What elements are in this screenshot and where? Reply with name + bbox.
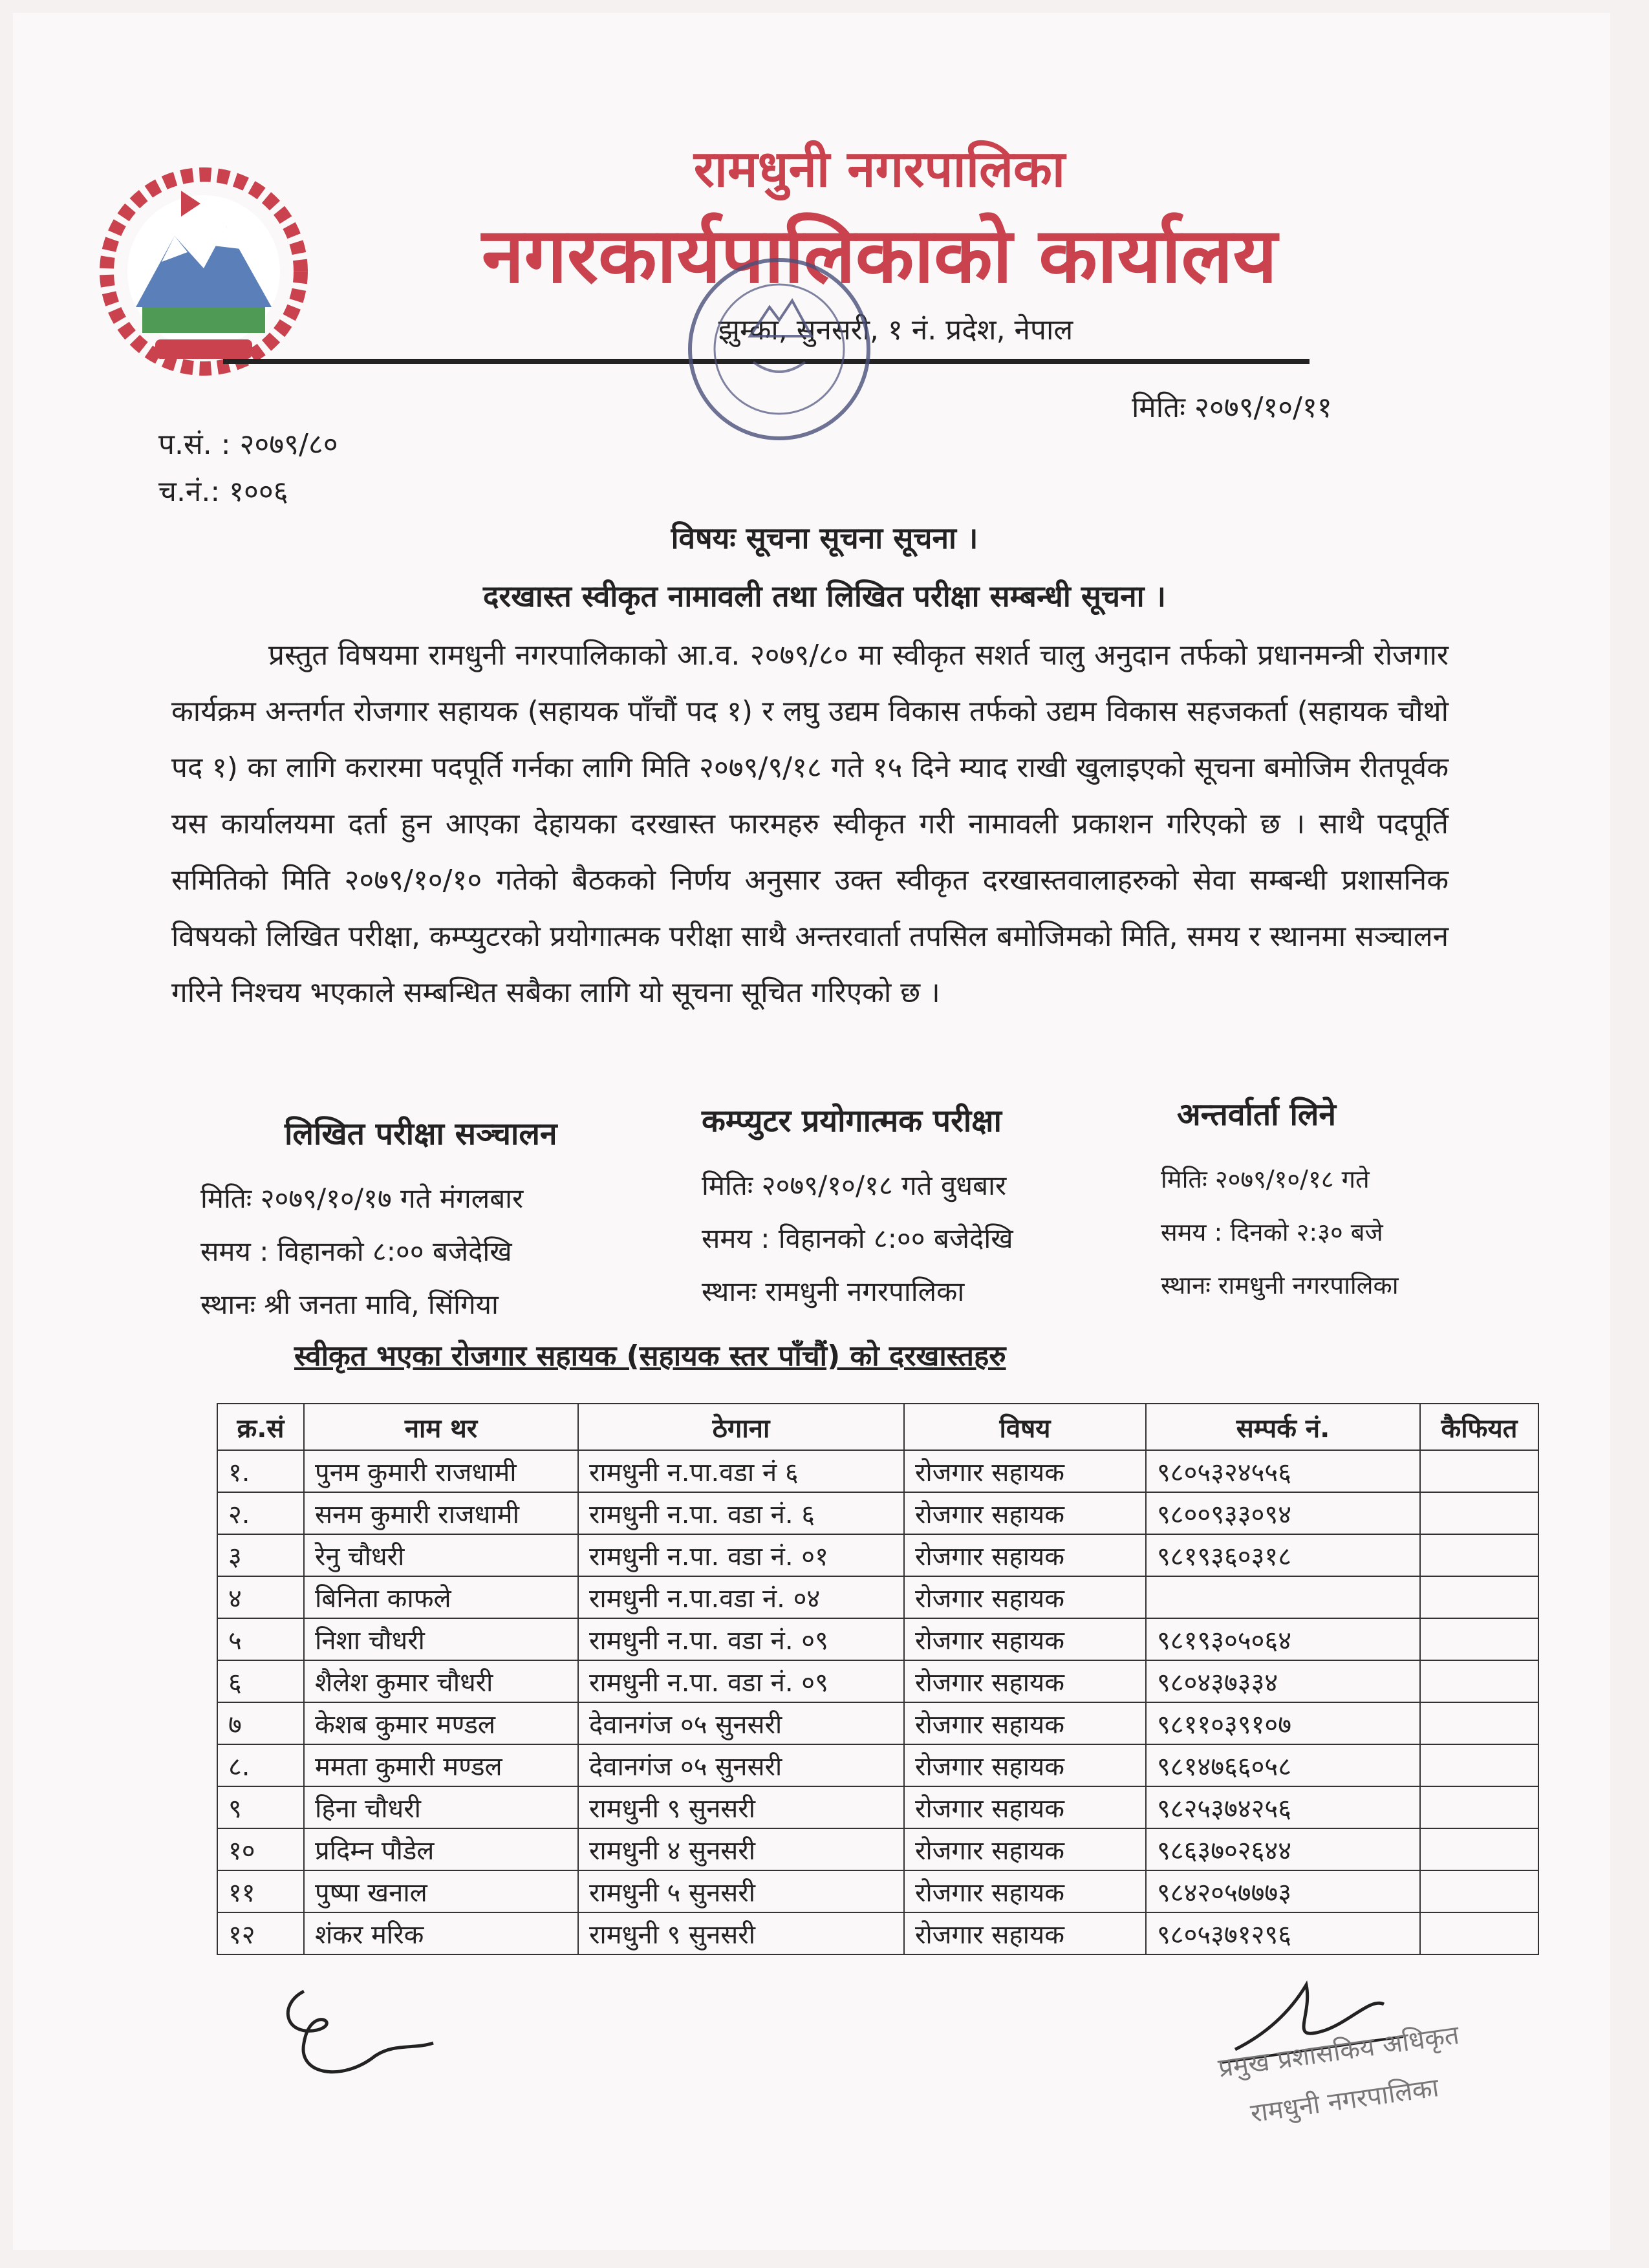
- reference-number: प.सं. : २०७९/८०: [158, 428, 338, 461]
- table-row: [217, 1870, 1538, 1912]
- cell-serial: १.: [217, 1450, 304, 1492]
- cell-name: ममता कुमारी मण्डल: [304, 1744, 578, 1786]
- cell-serial: १२: [217, 1912, 304, 1954]
- interview-place: स्थानः रामधुनी नगरपालिका: [1161, 1271, 1399, 1300]
- practical-exam-date: मितिः २०७९/१०/१८ गते वुधबार: [702, 1170, 1007, 1201]
- practical-exam-time: समय : विहानको ८:०० बजेदेखि: [702, 1223, 1013, 1254]
- written-exam-place: स्थानः श्री जनता मावि, सिंगिया: [200, 1289, 499, 1320]
- table-caption: स्वीकृत भएका रोजगार सहायक (सहायक स्तर पाँचौं) को दरखास्तहरु: [294, 1340, 1006, 1373]
- cell-remarks: [1420, 1870, 1538, 1912]
- cell-contact: ९८६३७०२६४४: [1146, 1828, 1420, 1870]
- interview-heading: अन्तर्वार्ता लिने: [1177, 1097, 1337, 1133]
- cell-contact: ९८०४३७३३४: [1146, 1660, 1420, 1702]
- cell-name: पुष्पा खनाल: [304, 1870, 578, 1912]
- table-body: [217, 1450, 1538, 1954]
- cell-subject: रोजगार सहायक: [904, 1450, 1146, 1492]
- cell-address: रामधुनी ५ सुनसरी: [578, 1870, 904, 1912]
- cell-address: रामधुनी ९ सुनसरी: [578, 1912, 904, 1954]
- table-header-row: [217, 1404, 1538, 1450]
- cell-serial: ३: [217, 1534, 304, 1576]
- signatory-title: प्रमुख प्रशासकिय अधिकृत: [1216, 2020, 1461, 2084]
- municipality-name: रामधुनी नगरपालिका: [693, 140, 1066, 198]
- cell-subject: रोजगार सहायक: [904, 1660, 1146, 1702]
- practical-exam-block: [702, 1099, 1128, 1318]
- cell-contact: ९८११०३९१०७: [1146, 1702, 1420, 1744]
- header-subject: विषय: [904, 1404, 1146, 1450]
- table-row: [217, 1576, 1538, 1618]
- cell-name: रेनु चौधरी: [304, 1534, 578, 1576]
- cell-contact: ९८०५३२४५५६: [1146, 1450, 1420, 1492]
- cell-serial: ४: [217, 1576, 304, 1618]
- cell-address: देवानगंज ०५ सुनसरी: [578, 1702, 904, 1744]
- cell-remarks: [1420, 1744, 1538, 1786]
- cell-name: बिनिता काफले: [304, 1576, 578, 1618]
- cell-address: देवानगंज ०५ सुनसरी: [578, 1744, 904, 1786]
- cell-remarks: [1420, 1618, 1538, 1660]
- subject-line: विषयः सूचना सूचना सूचना ।: [671, 520, 978, 555]
- dispatch-number: च.नं.: १००६: [158, 475, 288, 508]
- cell-serial: ९: [217, 1786, 304, 1828]
- table-row: [217, 1660, 1538, 1702]
- signatory-org: रामधुनी नगरपालिका: [1248, 2073, 1441, 2129]
- cell-subject: रोजगार सहायक: [904, 1870, 1146, 1912]
- header-remarks: कैफियत: [1420, 1404, 1538, 1450]
- cell-remarks: [1420, 1702, 1538, 1744]
- cell-remarks: [1420, 1492, 1538, 1534]
- header-serial: क्र.सं: [217, 1404, 304, 1450]
- written-exam-heading: लिखित परीक्षा सञ्चालन: [285, 1116, 557, 1152]
- cell-serial: ६: [217, 1660, 304, 1702]
- office-address: झुम्का, सुनसरी, १ नं. प्रदेश, नेपाल: [718, 314, 1073, 347]
- cell-serial: ११: [217, 1870, 304, 1912]
- cell-remarks: [1420, 1828, 1538, 1870]
- interview-date: मितिः २०७९/१०/१८ गते: [1161, 1165, 1370, 1193]
- practical-exam-place: स्थानः रामधुनी नगरपालिका: [702, 1276, 965, 1307]
- cell-subject: रोजगार सहायक: [904, 1744, 1146, 1786]
- cell-subject: रोजगार सहायक: [904, 1618, 1146, 1660]
- cell-address: रामधुनी न.पा.वडा नं ६: [578, 1450, 904, 1492]
- cell-address: रामधुनी न.पा. वडा नं. ६: [578, 1492, 904, 1534]
- cell-subject: रोजगार सहायक: [904, 1912, 1146, 1954]
- cell-remarks: [1420, 1912, 1538, 1954]
- cell-contact: ९८००९३३०९४: [1146, 1492, 1420, 1534]
- cell-remarks: [1420, 1450, 1538, 1492]
- written-exam-block: [200, 1112, 627, 1331]
- cell-address: रामधुनी ९ सुनसरी: [578, 1786, 904, 1828]
- table-row: [217, 1618, 1538, 1660]
- cell-address: रामधुनी ४ सुनसरी: [578, 1828, 904, 1870]
- cell-remarks: [1420, 1534, 1538, 1576]
- cell-address: रामधुनी न.पा.वडा नं. ०४: [578, 1576, 904, 1618]
- cell-address: रामधुनी न.पा. वडा नं. ०९: [578, 1660, 904, 1702]
- table-row: [217, 1744, 1538, 1786]
- cell-subject: रोजगार सहायक: [904, 1534, 1146, 1576]
- table-row: [217, 1492, 1538, 1534]
- cell-remarks: [1420, 1660, 1538, 1702]
- cell-remarks: [1420, 1786, 1538, 1828]
- practical-exam-heading: कम्प्युटर प्रयोगात्मक परीक्षा: [702, 1103, 1002, 1139]
- interview-block: [1161, 1093, 1523, 1312]
- cell-remarks: [1420, 1576, 1538, 1618]
- table-row: [217, 1702, 1538, 1744]
- table-row: [217, 1828, 1538, 1870]
- cell-contact: ९८४२०५७७७३: [1146, 1870, 1420, 1912]
- cell-subject: रोजगार सहायक: [904, 1828, 1146, 1870]
- cell-serial: ८.: [217, 1744, 304, 1786]
- cell-contact: [1146, 1576, 1420, 1618]
- office-name: नगरकार्यपालिकाको कार्यालय: [481, 211, 1278, 300]
- notice-title: दरखास्त स्वीकृत नामावली तथा लिखित परीक्षा सम्बन्धी सूचना ।: [482, 579, 1167, 614]
- cell-subject: रोजगार सहायक: [904, 1786, 1146, 1828]
- cell-address: रामधुनी न.पा. वडा नं. ०९: [578, 1618, 904, 1660]
- cell-serial: ७: [217, 1702, 304, 1744]
- cell-name: सनम कुमारी राजधामी: [304, 1492, 578, 1534]
- cell-name: निशा चौधरी: [304, 1618, 578, 1660]
- cell-subject: रोजगार सहायक: [904, 1492, 1146, 1534]
- cell-name: शंकर मरिक: [304, 1912, 578, 1954]
- header-address: ठेगाना: [578, 1404, 904, 1450]
- cell-contact: ९८०५३७१२९६: [1146, 1912, 1420, 1954]
- written-exam-date: मितिः २०७९/१०/१७ गते मंगलबार: [200, 1182, 524, 1214]
- cell-contact: ९८१९३०५०६४: [1146, 1618, 1420, 1660]
- header-name: नाम थर: [304, 1404, 578, 1450]
- letter-date: मितिः २०७९/१०/११: [1132, 391, 1332, 424]
- interview-time: समय : दिनको २:३० बजे: [1161, 1218, 1383, 1246]
- cell-contact: ९८१९३६०३१८: [1146, 1534, 1420, 1576]
- cell-serial: ५: [217, 1618, 304, 1660]
- header-contact: सम्पर्क नं.: [1146, 1404, 1420, 1450]
- cell-contact: ९८२५३७४२५६: [1146, 1786, 1420, 1828]
- cell-address: रामधुनी न.पा. वडा नं. ०१: [578, 1534, 904, 1576]
- table-row: [217, 1450, 1538, 1492]
- cell-subject: रोजगार सहायक: [904, 1576, 1146, 1618]
- cell-serial: २.: [217, 1492, 304, 1534]
- written-exam-time: समय : विहानको ८:०० बजेदेखि: [200, 1236, 512, 1267]
- table-row: [217, 1534, 1538, 1576]
- cell-contact: ९८१४७६६०५८: [1146, 1744, 1420, 1786]
- cell-name: शैलेश कुमार चौधरी: [304, 1660, 578, 1702]
- left-signature: [265, 1978, 472, 2088]
- cell-name: पुनम कुमारी राजधामी: [304, 1450, 578, 1492]
- table-row: [217, 1912, 1538, 1954]
- table-row: [217, 1786, 1538, 1828]
- applicants-table: [217, 1403, 1539, 1955]
- office-seal-stamp: [682, 252, 876, 446]
- notice-body: प्रस्तुत विषयमा रामधुनी नगरपालिकाको आ.व. २०७९/८० मा स्वीकृत सशर्त चालु अनुदान तर्फको प्रधानमन्त्री रोजगार कार्यक्रम अन्तर्गत रोजगार सहायक (सहायक पाँचौं पद १) र लघु उद्यम विकास तर्फको उद्यम विकास सहजकर्ता (सहायक चौथो पद १) का लागि करारमा पदपूर्ति गर्नका लागि मिति २०७९/९/१८ गते १५ दिने म्याद राखी खुलाइएको सूचना बमोजिम रीतपूर्वक यस कार्यालयमा दर्ता हुन आएका देहायका दरखास्त फारमहरु स्वीकृत गरी नामावली प्रकाशन गरिएको छ । साथै पदपूर्ति समितिको मिति २०७९/१०/१० गतेको बैठकको निर्णय अनुसार उक्त स्वीकृत दरखास्तवालाहरुको सेवा सम्बन्धी प्रशासनिक विषयको लिखित परीक्षा, कम्प्युटरको प्रयोगात्मक परीक्षा साथै अन्तरवार्ता तपसिल बमोजिमको मिति, समय र स्थानमा सञ्चालन गरिने निश्चय भएकाले सम्बन्धित सबैका लागि यो सूचना सूचित गरिएको छ ।: [171, 639, 1449, 1009]
- cell-serial: १०: [217, 1828, 304, 1870]
- cell-name: हिना चौधरी: [304, 1786, 578, 1828]
- cell-subject: रोजगार सहायक: [904, 1702, 1146, 1744]
- cell-name: केशब कुमार मण्डल: [304, 1702, 578, 1744]
- cell-name: प्रदिम्न पौडेल: [304, 1828, 578, 1870]
